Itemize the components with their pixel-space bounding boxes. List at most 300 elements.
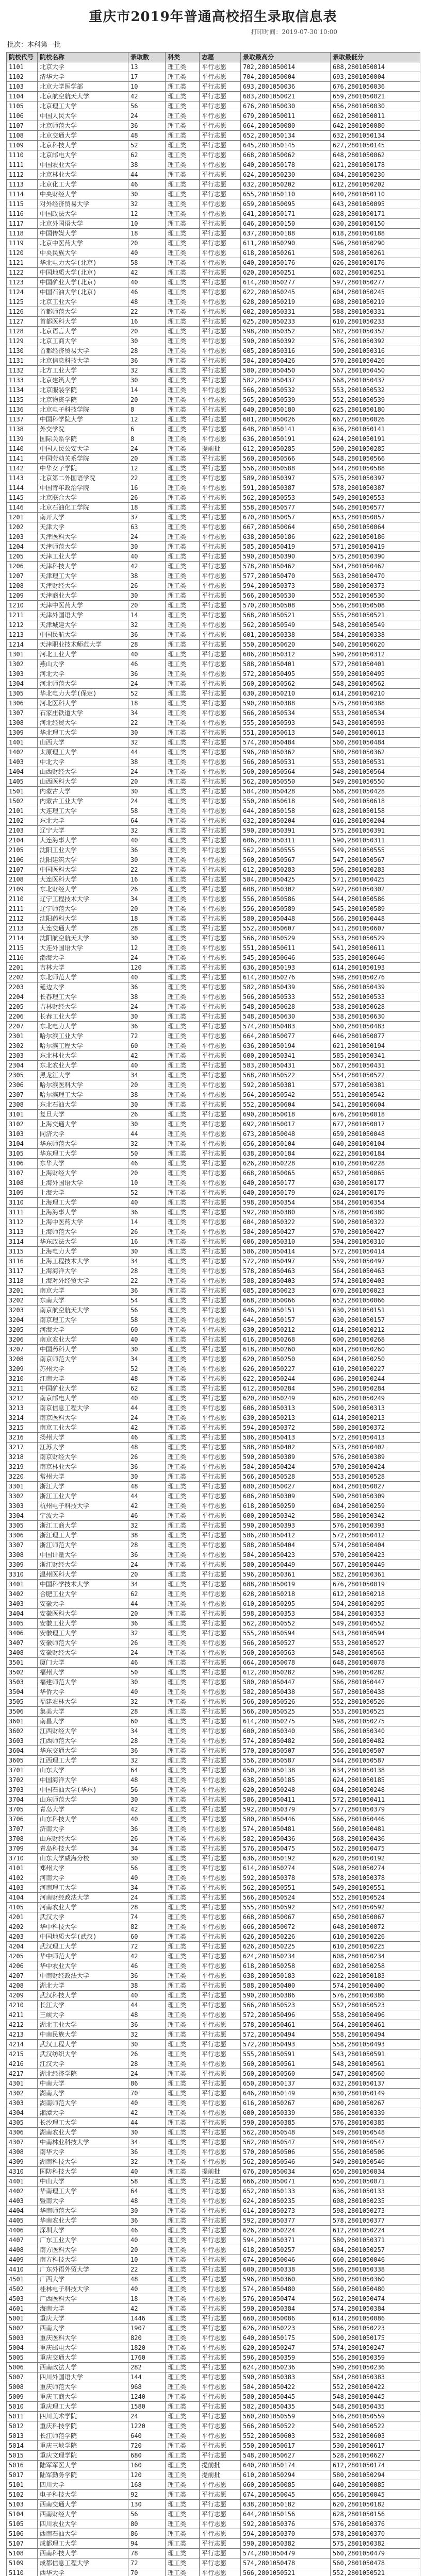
- cell-code: 1502: [7, 796, 38, 806]
- cell-volunteer-type: 平行志愿: [200, 2382, 241, 2392]
- cell-volunteer-type: 平行志愿: [200, 1873, 241, 1883]
- cell-code: 4217: [7, 2069, 38, 2079]
- cell-school-name: 中南财经政法大学: [38, 1971, 128, 1981]
- table-row: [7, 1580, 420, 1589]
- table-row: [7, 1521, 420, 1531]
- cell-admitted-count: 42: [128, 1952, 166, 1961]
- cell-school-name: 河北经贸大学: [38, 718, 128, 728]
- table-row: [7, 1952, 420, 1961]
- cell-code: 1109: [7, 141, 38, 150]
- cell-category: 理工类: [166, 366, 200, 376]
- cell-school-name: 杭州电子科技大学: [38, 1501, 128, 1511]
- cell-max-score: 626,2801050227: [241, 1364, 331, 1374]
- cell-code: 4209: [7, 1991, 38, 2001]
- cell-max-score: 582,2801050435: [241, 2402, 331, 2412]
- cell-volunteer-type: 平行志愿: [200, 620, 241, 630]
- cell-admitted-count: 40: [128, 2284, 166, 2294]
- cell-category: 理工类: [166, 1168, 200, 1178]
- cell-min-score: 650,2801050067: [331, 1912, 420, 1922]
- cell-category: 理工类: [166, 836, 200, 845]
- cell-volunteer-type: 平行志愿: [200, 571, 241, 581]
- cell-school-name: 华南师范大学: [38, 2206, 128, 2216]
- cell-volunteer-type: 平行志愿: [200, 718, 241, 728]
- cell-admitted-count: 24: [128, 1413, 166, 1423]
- cell-code: 3704: [7, 1795, 38, 1805]
- cell-code: 3302: [7, 1492, 38, 1501]
- cell-code: 4309: [7, 2157, 38, 2167]
- cell-code: 2113: [7, 924, 38, 934]
- cell-category: 理工类: [166, 2304, 200, 2314]
- cell-category: 理工类: [166, 278, 200, 287]
- table-row: [7, 1188, 420, 1198]
- cell-school-name: 天津财经大学: [38, 581, 128, 591]
- cell-code: 1125: [7, 297, 38, 307]
- cell-min-score: 693,2801050004: [331, 72, 420, 82]
- cell-admitted-count: 32: [128, 620, 166, 630]
- cell-min-score: 612,2801050218: [331, 1589, 420, 1599]
- cell-admitted-count: 30: [128, 1100, 166, 1110]
- cell-max-score: 578,2801050461: [241, 2020, 331, 2030]
- cell-min-score: 600,2801050267: [331, 2098, 420, 2108]
- table-row: [7, 405, 420, 415]
- table-row: [7, 1472, 420, 1482]
- table-row: [7, 1315, 420, 1325]
- cell-code: 4301: [7, 2079, 38, 2089]
- cell-volunteer-type: 平行志愿: [200, 885, 241, 894]
- cell-school-name: 江苏大学: [38, 1443, 128, 1452]
- table-row: [7, 2333, 420, 2343]
- cell-admitted-count: 720: [128, 2441, 166, 2451]
- cell-category: 理工类: [166, 1834, 200, 1844]
- cell-code: 1133: [7, 376, 38, 385]
- cell-max-score: 605,2801050316: [241, 346, 331, 356]
- table-row: [7, 601, 420, 611]
- cell-school-name: 江南大学: [38, 1374, 128, 1384]
- cell-school-name: 山东财经大学: [38, 1834, 128, 1844]
- cell-school-name: 中国人民公安大学: [38, 444, 128, 454]
- cell-school-name: 北京师范大学: [38, 121, 128, 131]
- table-row: [7, 1619, 420, 1629]
- cell-max-score: 664,2801050077: [241, 1031, 331, 1041]
- cell-school-name: 东华大学: [38, 1159, 128, 1168]
- cell-admitted-count: 28: [128, 1540, 166, 1550]
- cell-max-score: 600,2801050338: [241, 2265, 331, 2275]
- cell-admitted-count: 18: [128, 699, 166, 708]
- cell-school-name: 安徽工业大学: [38, 1619, 128, 1629]
- cell-school-name: 中国地质大学(北京): [38, 268, 128, 278]
- cell-min-score: 560,2801050484: [331, 738, 420, 748]
- table-row: [7, 2147, 420, 2157]
- cell-min-score: 564,2801050461: [331, 2020, 420, 2030]
- cell-code: 4410: [7, 2265, 38, 2275]
- cell-school-name: 南京工业大学: [38, 1423, 128, 1433]
- table-row: [7, 1266, 420, 1276]
- cell-min-score: 624,2801050185: [331, 1775, 420, 1785]
- cell-school-name: 哈尔滨医科大学: [38, 1080, 128, 1090]
- cell-min-score: 594,2801050295: [331, 1599, 420, 1609]
- cell-category: 理工类: [166, 425, 200, 434]
- table-row: [7, 229, 420, 239]
- table-row: [7, 2010, 420, 2020]
- cell-max-score: 560,2801050563: [241, 1648, 331, 1658]
- cell-code: 4601: [7, 2304, 38, 2314]
- column-header-code: 院校代号: [7, 53, 38, 62]
- cell-category: 理工类: [166, 1932, 200, 1942]
- cell-max-score: 688,2801050019: [241, 1580, 331, 1589]
- cell-volunteer-type: 平行志愿: [200, 757, 241, 767]
- cell-code: 1202: [7, 522, 38, 532]
- cell-max-score: 600,2801050340: [241, 1726, 331, 1736]
- cell-volunteer-type: 平行志愿: [200, 1296, 241, 1306]
- table-row: [7, 1677, 420, 1687]
- cell-volunteer-type: 平行志愿: [200, 2059, 241, 2069]
- cell-category: 理工类: [166, 1844, 200, 1854]
- cell-school-name: 东北农业大学: [38, 1061, 128, 1071]
- cell-min-score: 553,2801050534: [331, 708, 420, 718]
- cell-min-score: 630,2801050151: [331, 1306, 420, 1315]
- cell-code: 5108: [7, 2549, 38, 2558]
- table-row: [7, 72, 420, 82]
- cell-min-score: 575,2801050390: [331, 552, 420, 562]
- cell-volunteer-type: 平行志愿: [200, 992, 241, 1002]
- cell-max-score: 693,2801050036: [241, 82, 331, 92]
- cell-school-name: 河南大学: [38, 1873, 128, 1883]
- cell-min-score: 632,2801050134: [331, 131, 420, 141]
- cell-admitted-count: 32: [128, 1629, 166, 1638]
- table-row: [7, 1433, 420, 1443]
- cell-admitted-count: 46: [128, 1658, 166, 1668]
- cell-admitted-count: 32: [128, 1139, 166, 1149]
- cell-category: 理工类: [166, 2353, 200, 2363]
- cell-max-score: 681,2801050026: [241, 415, 331, 425]
- table-row: [7, 2187, 420, 2196]
- table-row: [7, 1031, 420, 1041]
- cell-school-name: 太原理工大学: [38, 748, 128, 757]
- cell-code: 3111: [7, 1208, 38, 1217]
- cell-min-score: 598,2801050273: [331, 2206, 420, 2216]
- cell-volunteer-type: 平行志愿: [200, 2314, 241, 2324]
- cell-code: 5107: [7, 2539, 38, 2549]
- cell-category: 理工类: [166, 2451, 200, 2461]
- cell-code: 1214: [7, 640, 38, 650]
- cell-volunteer-type: 平行志愿: [200, 82, 241, 92]
- cell-school-name: 重庆邮电大学: [38, 2343, 128, 2353]
- cell-volunteer-type: 平行志愿: [200, 1452, 241, 1462]
- cell-category: 理工类: [166, 2275, 200, 2284]
- column-header-min-score: 录取最低分: [331, 53, 420, 62]
- cell-category: 理工类: [166, 2059, 200, 2069]
- cell-admitted-count: 34: [128, 1580, 166, 1589]
- cell-admitted-count: 26: [128, 1638, 166, 1648]
- cell-volunteer-type: 平行志愿: [200, 1775, 241, 1785]
- table-row: [7, 532, 420, 542]
- cell-admitted-count: 52: [128, 1188, 166, 1198]
- table-row: [7, 1403, 420, 1413]
- cell-min-score: 541,2801050604: [331, 1100, 420, 1110]
- cell-code: 1135: [7, 395, 38, 405]
- cell-max-score: 566,2801050529: [241, 934, 331, 943]
- cell-school-name: 南昌大学: [38, 1717, 128, 1726]
- cell-school-name: 苏州大学: [38, 1364, 128, 1374]
- cell-school-name: 北京石油化工学院: [38, 503, 128, 513]
- cell-max-score: 566,2801050524: [241, 1893, 331, 1903]
- cell-code: 4406: [7, 2226, 38, 2235]
- cell-max-score: 650,2801050138: [241, 1766, 331, 1775]
- cell-school-name: 重庆大学: [38, 2314, 128, 2324]
- cell-code: 1107: [7, 121, 38, 131]
- cell-min-score: 560,2801050478: [331, 2558, 420, 2568]
- cell-admitted-count: 30: [128, 336, 166, 346]
- cell-code: 3708: [7, 1834, 38, 1844]
- cell-max-score: 660,2801050085: [241, 2480, 331, 2490]
- cell-max-score: 614,2801050276: [241, 973, 331, 982]
- cell-admitted-count: 1760: [128, 2353, 166, 2363]
- cell-max-score: 564,2801050542: [241, 1090, 331, 1100]
- cell-max-score: 596,2801050361: [241, 1570, 331, 1580]
- cell-max-score: 566,2801050527: [241, 1638, 331, 1648]
- cell-max-score: 704,2801050004: [241, 72, 331, 82]
- cell-school-name: 国防科技大学: [38, 2167, 128, 2177]
- cell-code: 3204: [7, 1315, 38, 1325]
- cell-admitted-count: 20: [128, 2245, 166, 2255]
- cell-school-name: 安徽医科大学: [38, 1609, 128, 1619]
- cell-max-score: 572,2801050495: [241, 669, 331, 679]
- cell-code: 5106: [7, 2529, 38, 2539]
- table-row: [7, 1227, 420, 1237]
- cell-code: 3206: [7, 1335, 38, 1345]
- cell-min-score: 556,2801050359: [331, 2353, 420, 2363]
- cell-volunteer-type: 平行志愿: [200, 141, 241, 150]
- cell-min-score: 547,2801050560: [331, 2069, 420, 2079]
- cell-min-score: 553,2801050532: [331, 385, 420, 395]
- cell-category: 理工类: [166, 659, 200, 669]
- cell-min-score: 558,2801050496: [331, 2010, 420, 2020]
- table-row: [7, 1599, 420, 1609]
- cell-admitted-count: 30: [128, 591, 166, 601]
- cell-min-score: 584,2801050338: [331, 630, 420, 640]
- cell-school-name: 中央民族大学: [38, 248, 128, 258]
- table-row: [7, 816, 420, 826]
- cell-volunteer-type: 平行志愿: [200, 1863, 241, 1873]
- cell-category: 理工类: [166, 1257, 200, 1266]
- cell-school-name: 江西师范大学: [38, 1736, 128, 1746]
- cell-max-score: 548,2801050627: [241, 2451, 331, 2461]
- cell-min-score: 628,2801050171: [331, 209, 420, 219]
- cell-school-name: 内蒙古大学: [38, 787, 128, 796]
- cell-category: 理工类: [166, 2324, 200, 2333]
- cell-school-name: 深圳大学: [38, 2226, 128, 2235]
- cell-min-score: 574,2801050247: [331, 2343, 420, 2353]
- cell-category: 理工类: [166, 1677, 200, 1687]
- cell-code: 2106: [7, 855, 38, 865]
- cell-code: 1203: [7, 532, 38, 542]
- cell-admitted-count: 44: [128, 1129, 166, 1139]
- cell-code: 5104: [7, 2510, 38, 2519]
- cell-min-score: 572,2801050413: [331, 1433, 420, 1443]
- cell-category: 理工类: [166, 787, 200, 796]
- cell-max-score: 630,2801050212: [241, 1325, 331, 1335]
- cell-volunteer-type: 平行志愿: [200, 2333, 241, 2343]
- cell-school-name: 首都师范大学: [38, 307, 128, 317]
- cell-max-score: 548,2801050630: [241, 1012, 331, 1022]
- cell-school-name: 广西医科大学: [38, 2294, 128, 2304]
- table-row: [7, 787, 420, 796]
- cell-max-score: 637,2801050188: [241, 229, 331, 239]
- cell-category: 理工类: [166, 1609, 200, 1619]
- cell-volunteer-type: 平行志愿: [200, 376, 241, 385]
- cell-school-name: 山东大学威海分校: [38, 1854, 128, 1863]
- cell-category: 理工类: [166, 1815, 200, 1824]
- cell-code: 5007: [7, 2372, 38, 2382]
- cell-volunteer-type: 平行志愿: [200, 1726, 241, 1736]
- cell-admitted-count: 30: [128, 1677, 166, 1687]
- cell-school-name: 上海师范大学: [38, 1227, 128, 1237]
- table-row: [7, 395, 420, 405]
- cell-admitted-count: 12: [128, 209, 166, 219]
- cell-code: 1123: [7, 278, 38, 287]
- cell-max-score: 702,2801050014: [241, 62, 331, 72]
- cell-volunteer-type: 平行志愿: [200, 855, 241, 865]
- cell-code: 1112: [7, 170, 38, 180]
- cell-code: 2204: [7, 992, 38, 1002]
- cell-school-name: 中山大学: [38, 2177, 128, 2187]
- cell-volunteer-type: 平行志愿: [200, 2216, 241, 2226]
- cell-volunteer-type: 平行志愿: [200, 2138, 241, 2147]
- cell-school-name: 华南理工大学: [38, 2187, 128, 2196]
- cell-school-name: 湘潭大学: [38, 2108, 128, 2118]
- cell-code: 1137: [7, 415, 38, 425]
- cell-admitted-count: 22: [128, 1276, 166, 1286]
- cell-code: 5001: [7, 2314, 38, 2324]
- cell-admitted-count: 14: [128, 1217, 166, 1227]
- cell-admitted-count: 20: [128, 454, 166, 464]
- cell-school-name: 常州大学: [38, 1472, 128, 1482]
- cell-admitted-count: 70: [128, 2568, 166, 2576]
- cell-school-name: 中国地质大学(武汉): [38, 1932, 128, 1942]
- cell-max-score: 610,2801050295: [241, 1599, 331, 1609]
- cell-volunteer-type: 平行志愿: [200, 111, 241, 121]
- cell-code: 4212: [7, 2020, 38, 2030]
- cell-max-score: 552,2801050603: [241, 2431, 331, 2441]
- cell-min-score: 568,2801050437: [331, 376, 420, 385]
- cell-volunteer-type: 平行志愿: [200, 1521, 241, 1531]
- cell-admitted-count: 48: [128, 2275, 166, 2284]
- cell-code: 1403: [7, 757, 38, 767]
- cell-min-score: 567,2801050438: [331, 1687, 420, 1697]
- table-row: [7, 2089, 420, 2098]
- table-row: [7, 571, 420, 581]
- cell-school-name: 外交学院: [38, 425, 128, 434]
- table-row: [7, 1873, 420, 1883]
- cell-category: 理工类: [166, 190, 200, 199]
- cell-max-score: 644,2801050157: [241, 1315, 331, 1325]
- cell-volunteer-type: 平行志愿: [200, 552, 241, 562]
- table-row: [7, 2294, 420, 2304]
- cell-category: 理工类: [166, 1707, 200, 1717]
- table-row: [7, 2069, 420, 2079]
- cell-volunteer-type: 平行志愿: [200, 190, 241, 199]
- cell-school-name: 华中农业大学: [38, 1961, 128, 1971]
- cell-code: 2107: [7, 865, 38, 875]
- cell-school-name: 广东工业大学: [38, 2235, 128, 2245]
- cell-volunteer-type: 平行志愿: [200, 2049, 241, 2059]
- table-row: [7, 963, 420, 973]
- table-row: [7, 1736, 420, 1746]
- cell-max-score: 590,2801050382: [241, 2539, 331, 2549]
- cell-min-score: 546,2801050559: [331, 2412, 420, 2421]
- cell-school-name: 北京交通大学: [38, 131, 128, 141]
- cell-max-score: 580,2801050448: [241, 914, 331, 924]
- table-row: [7, 718, 420, 728]
- cell-max-score: 628,2801050219: [241, 297, 331, 307]
- cell-category: 理工类: [166, 209, 200, 219]
- cell-min-score: 570,2801050426: [331, 356, 420, 366]
- cell-min-score: 568,2801050436: [331, 1834, 420, 1844]
- cell-min-score: 612,2801050174: [331, 2461, 420, 2470]
- table-row: [7, 2363, 420, 2372]
- cell-admitted-count: 62: [128, 1589, 166, 1599]
- cell-category: 理工类: [166, 865, 200, 875]
- cell-code: 1144: [7, 483, 38, 493]
- cell-category: 理工类: [166, 2392, 200, 2402]
- cell-admitted-count: 680: [128, 2451, 166, 2461]
- table-row: [7, 2235, 420, 2245]
- table-row: [7, 141, 420, 150]
- cell-volunteer-type: 平行志愿: [200, 591, 241, 601]
- cell-category: 理工类: [166, 82, 200, 92]
- cell-school-name: 济南大学: [38, 1824, 128, 1834]
- cell-max-score: 562,2801050553: [241, 493, 331, 503]
- cell-volunteer-type: 平行志愿: [200, 2558, 241, 2568]
- cell-code: 1138: [7, 425, 38, 434]
- cell-volunteer-type: 平行志愿: [200, 904, 241, 914]
- table-row: [7, 1991, 420, 2001]
- cell-max-score: 574,2801050484: [241, 738, 331, 748]
- cell-admitted-count: 58: [128, 2177, 166, 2187]
- cell-volunteer-type: 平行志愿: [200, 1756, 241, 1766]
- cell-admitted-count: 48: [128, 1775, 166, 1785]
- table-row: [7, 1863, 420, 1873]
- cell-school-name: 北京理工大学: [38, 101, 128, 111]
- cell-category: 理工类: [166, 1521, 200, 1531]
- cell-school-name: 北京大学医学部: [38, 82, 128, 92]
- cell-code: 5016: [7, 2461, 38, 2470]
- cell-volunteer-type: 平行志愿: [200, 1149, 241, 1159]
- cell-admitted-count: 62: [128, 150, 166, 160]
- table-row: [7, 2304, 420, 2314]
- cell-category: 理工类: [166, 131, 200, 141]
- cell-admitted-count: 32: [128, 1521, 166, 1531]
- cell-school-name: 重庆师范大学: [38, 2382, 128, 2392]
- cell-admitted-count: 10: [128, 219, 166, 229]
- cell-min-score: 575,2801050382: [331, 2539, 420, 2549]
- cell-max-score: 577,2801050470: [241, 571, 331, 581]
- cell-min-score: 640,2801050110: [331, 190, 420, 199]
- cell-category: 理工类: [166, 2020, 200, 2030]
- cell-school-name: 四川外国语大学: [38, 2372, 128, 2382]
- cell-min-score: 596,2801050282: [331, 1668, 420, 1677]
- table-row: [7, 1785, 420, 1795]
- cell-min-score: 586,2801050342: [331, 1511, 420, 1521]
- cell-category: 理工类: [166, 1492, 200, 1501]
- cell-code: 4302: [7, 2089, 38, 2098]
- cell-code: 4503: [7, 2294, 38, 2304]
- cell-admitted-count: 36: [128, 1022, 166, 1031]
- cell-volunteer-type: 平行志愿: [200, 826, 241, 836]
- cell-max-score: 612,2801050285: [241, 444, 331, 454]
- cell-max-score: 588,2801050400: [241, 1981, 331, 1991]
- cell-school-name: 北京第二外国语学院: [38, 473, 128, 483]
